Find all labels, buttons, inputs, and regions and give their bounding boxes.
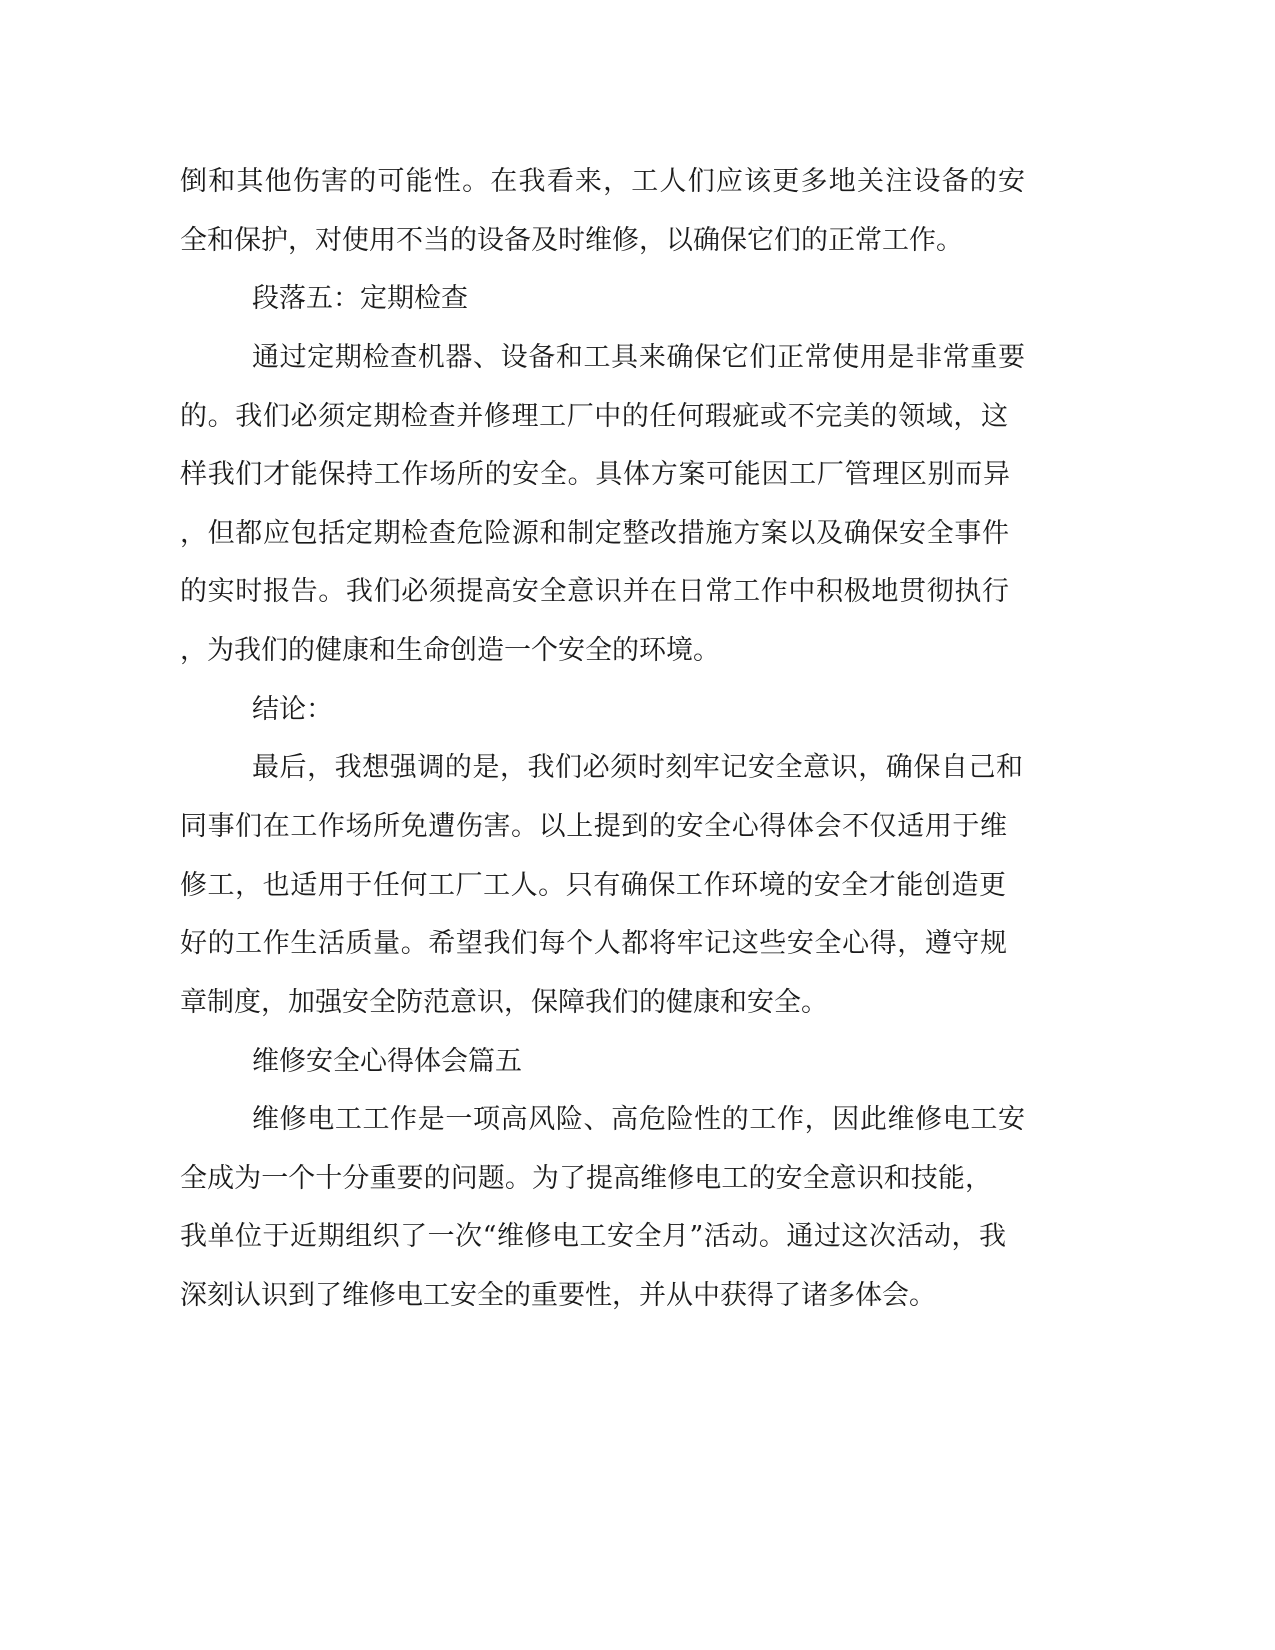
- text-line: 通过定期检查机器、设备和工具来确保它们正常使用是非常重要: [252, 342, 1025, 373]
- text-line: 样我们才能保持工作场所的安全。具体方案可能因工厂管理区别而异: [180, 459, 1010, 490]
- section-heading: 结论：: [252, 694, 333, 725]
- text-line: 最后，我想强调的是，我们必须时刻牢记安全意识，确保自己和: [252, 752, 1023, 783]
- text-line: 我单位于近期组织了一次“维修电工安全月”活动。通过这次活动，我: [180, 1221, 1006, 1252]
- section-heading: 维修安全心得体会篇五: [252, 1046, 522, 1077]
- text-line: 修工，也适用于任何工厂工人。只有确保工作环境的安全才能创造更: [180, 870, 1006, 901]
- text-line: 同事们在工作场所免遭伤害。以上提到的安全心得体会不仅适用于维: [180, 811, 1007, 842]
- text-line: 全成为一个十分重要的问题。为了提高维修电工的安全意识和技能，: [180, 1163, 992, 1194]
- text-line: 好的工作生活质量。希望我们每个人都将牢记这些安全心得，遵守规: [180, 928, 1007, 959]
- text-line: 维修电工工作是一项高风险、高危险性的工作，因此维修电工安: [252, 1104, 1025, 1135]
- text-line: 深刻认识到了维修电工安全的重要性，并从中获得了诸多体会。: [180, 1280, 936, 1311]
- text-line: 全和保护，对使用不当的设备及时维修，以确保它们的正常工作。: [180, 225, 963, 256]
- text-line: ，但都应包括定期检查危险源和制定整改措施方案以及确保安全事件: [180, 518, 1009, 549]
- section-heading: 段落五：定期检查: [252, 283, 468, 314]
- text-line: 的。我们必须定期检查并修理工厂中的任何瑕疵或不完美的领域，这: [180, 401, 1008, 432]
- text-line: ，为我们的健康和生命创造一个安全的环境。: [180, 635, 720, 666]
- text-line: 章制度，加强安全防范意识，保障我们的健康和安全。: [180, 987, 828, 1018]
- text-line: 倒和其他伤害的可能性。在我看来，工人们应该更多地关注设备的安: [180, 166, 1025, 197]
- text-line: 的实时报告。我们必须提高安全意识并在日常工作中积极地贯彻执行: [180, 576, 1009, 607]
